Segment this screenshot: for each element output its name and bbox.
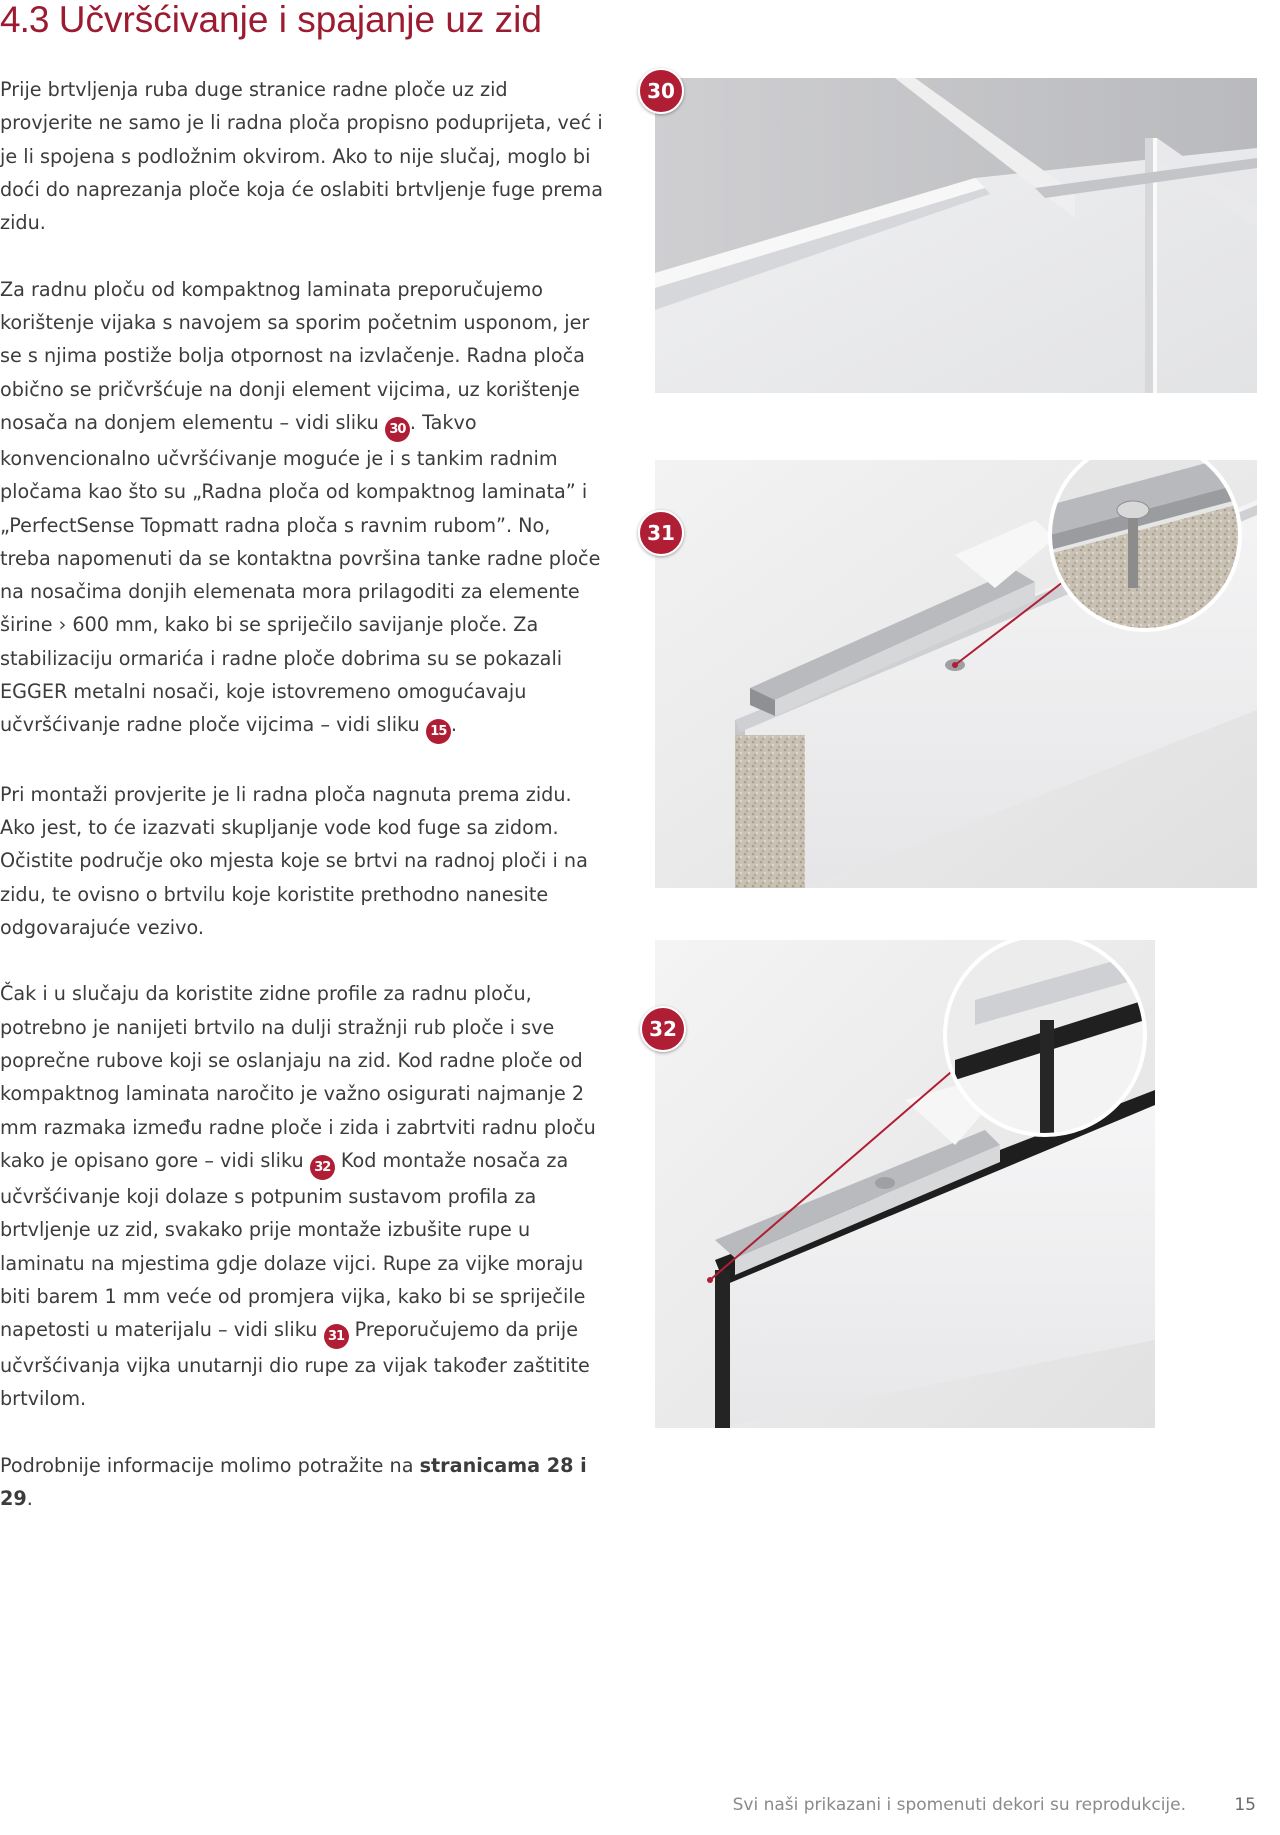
page-reference: stranicama 28 i 29 xyxy=(0,1453,587,1511)
page-title xyxy=(0,0,542,40)
figure-ref-badge[interactable]: 30 xyxy=(385,417,410,442)
figure-32-image xyxy=(655,940,1155,1428)
paragraph: Podrobnije informacije molimo potražite na stranicama 28 i 29. xyxy=(0,1453,587,1511)
paragraph-text: Takvo konvencionalno učvršćivanje moguće je i s tankim radnim pločama kao što su „Radna ploča od kompaktnog laminata” i „PerfectSense Topmatt radna ploča s ravnim rubom”. No, treba napomenuti da se kontaktna površina tanke radne ploče na nosačima donjih elemenata mora prilagoditi za elemente širine › 600 mm, kako bi se spriječilo savijanje ploče. Za stabilizaciju ormarića i radne ploče dobrima su se pokazali EGGER metalni nosači, koje istovremeno omogućavaju učvršćivanje radne ploče vijcima – vidi sliku xyxy=(0,410,601,737)
figure-31-illustration xyxy=(655,460,1257,888)
paragraph: Za radnu ploču od kompaktnog laminata preporučujemo korištenje vijaka s navojem sa sporim početnim usponom, jer se s njima postiže bolja otpornost na izvlačenje. Radna ploča obično se pričvršćuje na donji element vijcima, uz korištenje nosača na donjem elementu – vidi sliku 30 . Takvo konvencionalno učvršćivanje moguće je i s tankim radnim pločama kao što su „Radna ploča od kompaktnog laminata” i „PerfectSense Topmatt radna ploča s ravnim rubom”. No, treba napomenuti da se kontaktna površina tanke radne ploče na nosačima donjih elemenata mora prilagoditi za elemente širine › 600 mm, kako bi se spriječilo savijanje ploče. Za stabilizaciju ormarića i radne ploče dobrima su se pokazali EGGER metalni nosači, koje istovremeno omogućavaju učvršćivanje radne ploče vijcima – vidi sliku 15 . xyxy=(0,273,606,745)
body-text xyxy=(0,73,606,1549)
section-title: Učvršćivanje i spajanje uz zid xyxy=(58,0,542,40)
paragraph: Pri montaži provjerite je li radna ploča nagnuta prema zidu. Ako jest, to će izazvati skupljanje vode kod fuge sa zidom. Očistite područje oko mjesta koje se brtvi na radnoj ploči i na zidu, te ovisno o brtvilu koje koristite prethodno nanesite odgovarajuće vezivo. xyxy=(0,782,588,939)
paragraph-text: Preporučujemo da prije učvršćivanja vijka unutarnji dio rupe za vijak također zaštitite brtvilom. xyxy=(0,1318,590,1411)
figure-32-illustration xyxy=(655,940,1155,1428)
figure-badge: 32 xyxy=(640,1006,686,1052)
figure-badge: 30 xyxy=(638,68,684,114)
page-footer xyxy=(0,1795,1280,1819)
paragraph-text: Kod montaže nosača za učvršćivanje koji dolaze s potpunim sustavom profila za brtvljenje uz zid, svakako prije montaže izbušite rupe u laminatu na mjestima gdje dolaze vijci. Rupe za vijke moraju biti barem 1 mm veće od promjera vijka, kako bi se spriječile napetosti u materijalu – vidi sliku xyxy=(0,1148,586,1342)
figure-30-image xyxy=(655,78,1257,393)
paragraph-text: Podrobnije informacije molimo potražite na xyxy=(0,1453,414,1477)
section-number: 4.3 xyxy=(0,0,49,40)
paragraph-text: Čak i u slučaju da koristite zidne profile za radnu ploču, potrebno je nanijeti brtvilo na dulji stražnji rub ploče i sve poprečne rubove koji se oslanjaju na zid. Kod radne ploče od kompaktnog laminata naročito je važno osigurati najmanje 2 mm razmaka između radne ploče i zida i zabrtviti radnu ploču kako je opisano gore – vidi sliku xyxy=(0,982,596,1172)
figure-30-illustration xyxy=(655,78,1257,393)
figure-ref-badge[interactable]: 32 xyxy=(310,1155,335,1180)
figure-31-image xyxy=(655,460,1257,888)
figure-ref-badge[interactable]: 31 xyxy=(324,1324,349,1349)
paragraph-text: Za radnu ploču od kompaktnog laminata preporučujemo korištenje vijaka s navojem sa sporim početnim usponom, jer se s njima postiže bolja otpornost na izvlačenje. Radna ploča obično se pričvršćuje na donji element vijcima, uz korištenje nosača na donjem elementu – vidi sliku xyxy=(0,277,590,434)
paragraph: Prije brtvljenja ruba duge stranice radne ploče uz zid provjerite ne samo je li radna ploča propisno poduprijeta, već i je li spojena s podložnim okvirom. Ako to nije slučaj, moglo bi doći do naprezanja ploče koja će oslabiti brtvljenje fuge prema zidu. xyxy=(0,78,603,235)
figure-badge: 31 xyxy=(638,510,684,556)
footer-note: Svi naši prikazani i spomenuti dekori su reprodukcije. xyxy=(732,1795,1186,1815)
paragraph xyxy=(0,977,606,1415)
figure-ref-badge[interactable]: 15 xyxy=(426,719,451,744)
page-number: 15 xyxy=(1234,1795,1256,1815)
